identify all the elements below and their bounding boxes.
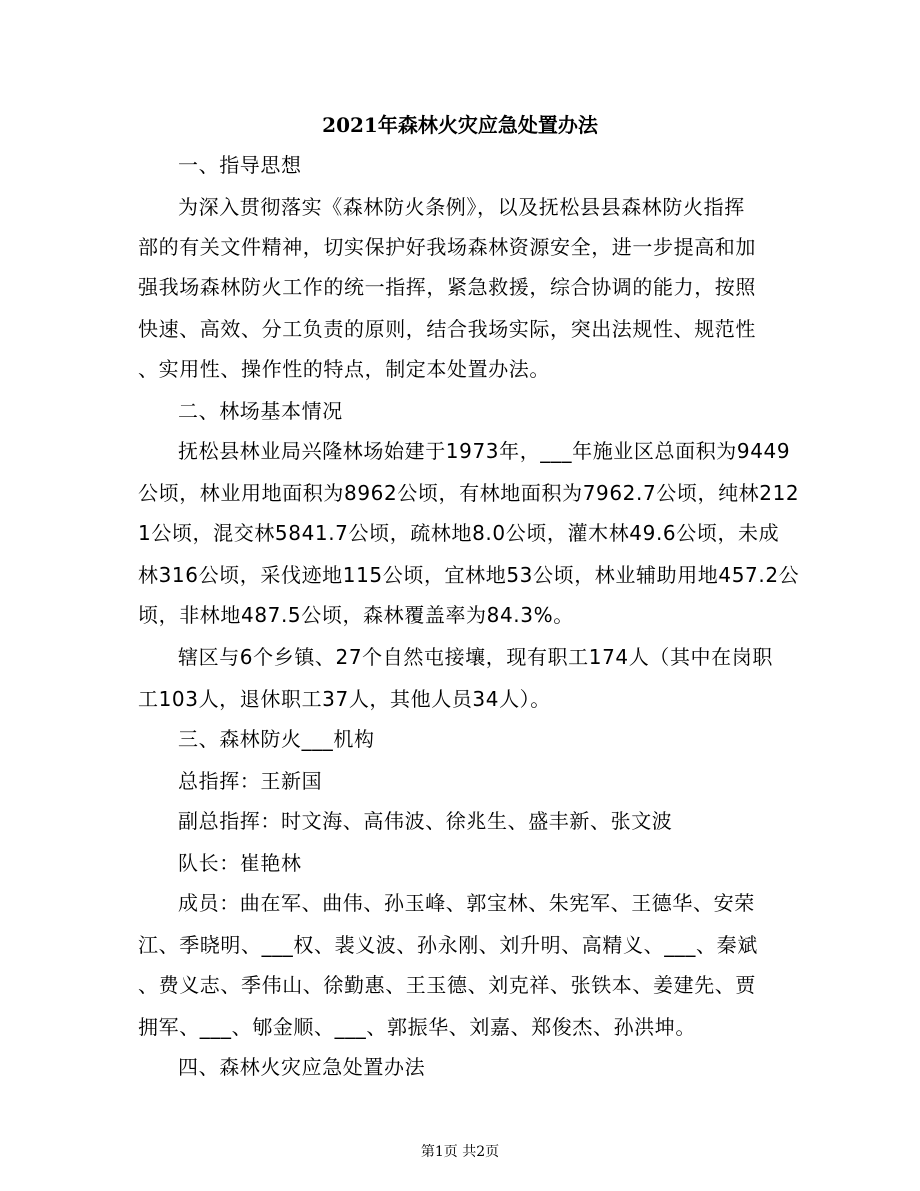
deputy-commander-line: 副总指挥：时文海、高伟波、徐兆生、盛丰新、张文波 xyxy=(178,809,673,833)
paragraph-line: 强我场森林防火工作的统一指挥，紧急救援，综合协调的能力，按照 xyxy=(138,275,756,299)
commander-line: 总指挥：王新国 xyxy=(178,769,323,793)
paragraph-line: 辖区与6个乡镇、27个自然屯接壤，现有职工174人（其中在岗职 xyxy=(178,645,773,669)
paragraph-line: 抚松县林业局兴隆林场始建于1973年，___年施业区总面积为9449 xyxy=(178,439,791,463)
paragraph-line: 、实用性、操作性的特点，制定本处置办法。 xyxy=(138,357,550,381)
paragraph-line: 1公顷，混交林5841.7公顷，疏林地8.0公顷，灌木林49.6公顷，未成 xyxy=(138,521,780,545)
document-title: 2021年森林火灾应急处置办法 xyxy=(322,113,598,137)
paragraph-line: 顷，非林地487.5公顷，森林覆盖率为84.3%。 xyxy=(138,603,574,627)
heading-basic-info: 二、林场基本情况 xyxy=(178,399,343,423)
paragraph-line: 部的有关文件精神，切实保护好我场森林资源安全，进一步提高和加 xyxy=(138,235,756,259)
captain-line: 队长：崔艳林 xyxy=(178,851,302,875)
heading-organization: 三、森林防火___机构 xyxy=(178,727,375,751)
paragraph-line: 林316公顷，采伐迹地115公顷，宜林地53公顷，林业辅助用地457.2公 xyxy=(138,563,800,587)
paragraph-line: 快速、高效、分工负责的原则，结合我场实际，突出法规性、规范性 xyxy=(138,317,756,341)
page-footer: 第1页 共2页 xyxy=(420,1144,500,1160)
heading-guiding-ideology: 一、指导思想 xyxy=(178,153,302,177)
paragraph-line: 拥军、___、郇金顺、___、郭振华、刘嘉、郑俊杰、孙洪坤。 xyxy=(138,1015,696,1039)
paragraph-line: 工103人，退休职工37人，其他人员34人）。 xyxy=(138,687,551,711)
paragraph-line: 公顷，林业用地面积为8962公顷，有林地面积为7962.7公顷，纯林212 xyxy=(138,481,800,505)
paragraph-line: 、费义志、季伟山、徐勤惠、王玉德、刘克祥、张铁本、姜建先、贾 xyxy=(138,973,756,997)
paragraph-line: 为深入贯彻落实《森林防火条例》，以及抚松县县森林防火指挥 xyxy=(178,195,745,219)
heading-emergency-measures: 四、森林火灾应急处置办法 xyxy=(178,1055,426,1079)
paragraph-line: 江、季晓明、___权、裴义波、孙永刚、刘升明、高精义、___、秦斌 xyxy=(138,933,758,957)
paragraph-line: 成员：曲在军、曲伟、孙玉峰、郭宝林、朱宪军、王德华、安荣 xyxy=(178,891,755,915)
